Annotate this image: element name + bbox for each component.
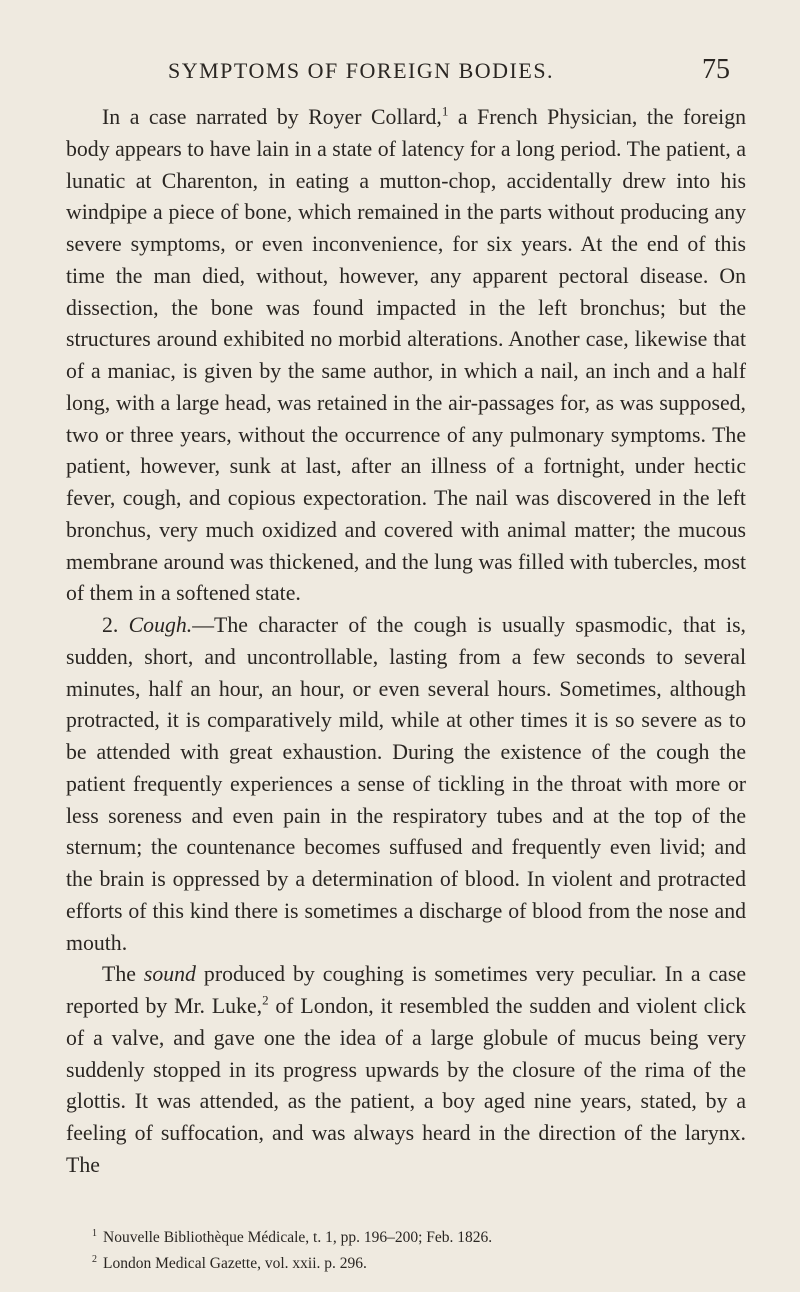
paragraph-sound xyxy=(66,959,746,1181)
footnote-1 xyxy=(92,1223,732,1249)
footnote-ref: 1 xyxy=(441,103,449,119)
section-heading-cough: Cough. xyxy=(128,613,193,637)
footnote-ref: 2 xyxy=(262,992,269,1008)
running-title: SYMPTOMS OF FOREIGN BODIES. xyxy=(168,58,555,83)
paragraph-text: The xyxy=(102,962,144,987)
paragraph-cough xyxy=(66,610,746,959)
footnote-text: Nouvelle Bibliothèque Médicale, t. 1, pp. 196–200; Feb. 1826. xyxy=(103,1229,493,1247)
footnote-2 xyxy=(92,1249,732,1275)
page-number: 75 xyxy=(702,54,730,85)
paragraph-royer-collard-case xyxy=(66,102,746,610)
italic-term-sound: sound xyxy=(143,962,196,987)
paragraph-text: produced by coughing is sometimes very peculiar. In a case reported by Mr. Luke, xyxy=(66,962,746,1018)
paragraph-text: —The character of the cough is usually spasmodic, that is, sudden, short, and uncontrollable, lasting from a few seconds to several minutes, half an hour, an hour, or even several hours. Sometimes, although protracted, it is comparatively mild, while at other times it is so severe as to be attended with great exhaustion. During the existence of the cough the patient frequently experiences a sense of tickling in the throat with more or less soreness and even pain in the respiratory tubes and at the top of the sternum; the countenance becomes suffused and frequently even livid; and the brain is oppressed by a determination of blood. In violent and protracted efforts of this kind there is sometimes a discharge of blood from the nose and mouth. xyxy=(66,613,746,955)
running-head xyxy=(168,54,730,88)
section-number: 2. xyxy=(102,613,129,637)
paragraph-text: of London, it resembled the sudden and violent click of a valve, and gave one the idea of a large globule of mucus being very suddenly stopped in its progress upwards by the closure of the rima of the glottis. It was attended, as the patient, a boy aged nine years, stated, by a feeling of suffocation, and was always heard in the direction of the larynx. The xyxy=(66,994,746,1177)
footnote-mark: 1 xyxy=(92,1228,97,1239)
body-text xyxy=(66,102,746,1182)
paragraph-text: a French Physician, the foreign body appears to have lain in a state of latency for a long period. The patient, a lunatic at Charenton, in eating a mutton-chop, accidentally drew into his windpipe a piece of bone, which remained in the parts without producing any severe symptoms, or even inconvenience, for six years. At the end of this time the man died, without, however, any apparent pectoral disease. On dissection, the bone was found impacted in the left bronchus; but the structures around exhibited no morbid alterations. Another case, likewise that of a maniac, is given by the same author, in which a nail, an inch and a half long, with a large head, was retained in the air-passages for, as was supposed, two or three years, without the occurrence of any pulmonary symptoms. The patient, however, sunk at last, after an illness of a fortnight, under hectic fever, cough, and copious expectoration. The nail was discovered in the left bronchus, very much oxidized and covered with animal matter; the mucous membrane around was thickened, and the lung was filled with tubercles, most of them in a softened state. xyxy=(66,105,746,606)
footnote-mark: 2 xyxy=(92,1254,97,1266)
footnote-text: London Medical Gazette, vol. xxii. p. 296. xyxy=(103,1255,367,1273)
paragraph-text: In a case narrated by Royer Collard, xyxy=(102,105,442,129)
footnotes xyxy=(92,1223,732,1275)
